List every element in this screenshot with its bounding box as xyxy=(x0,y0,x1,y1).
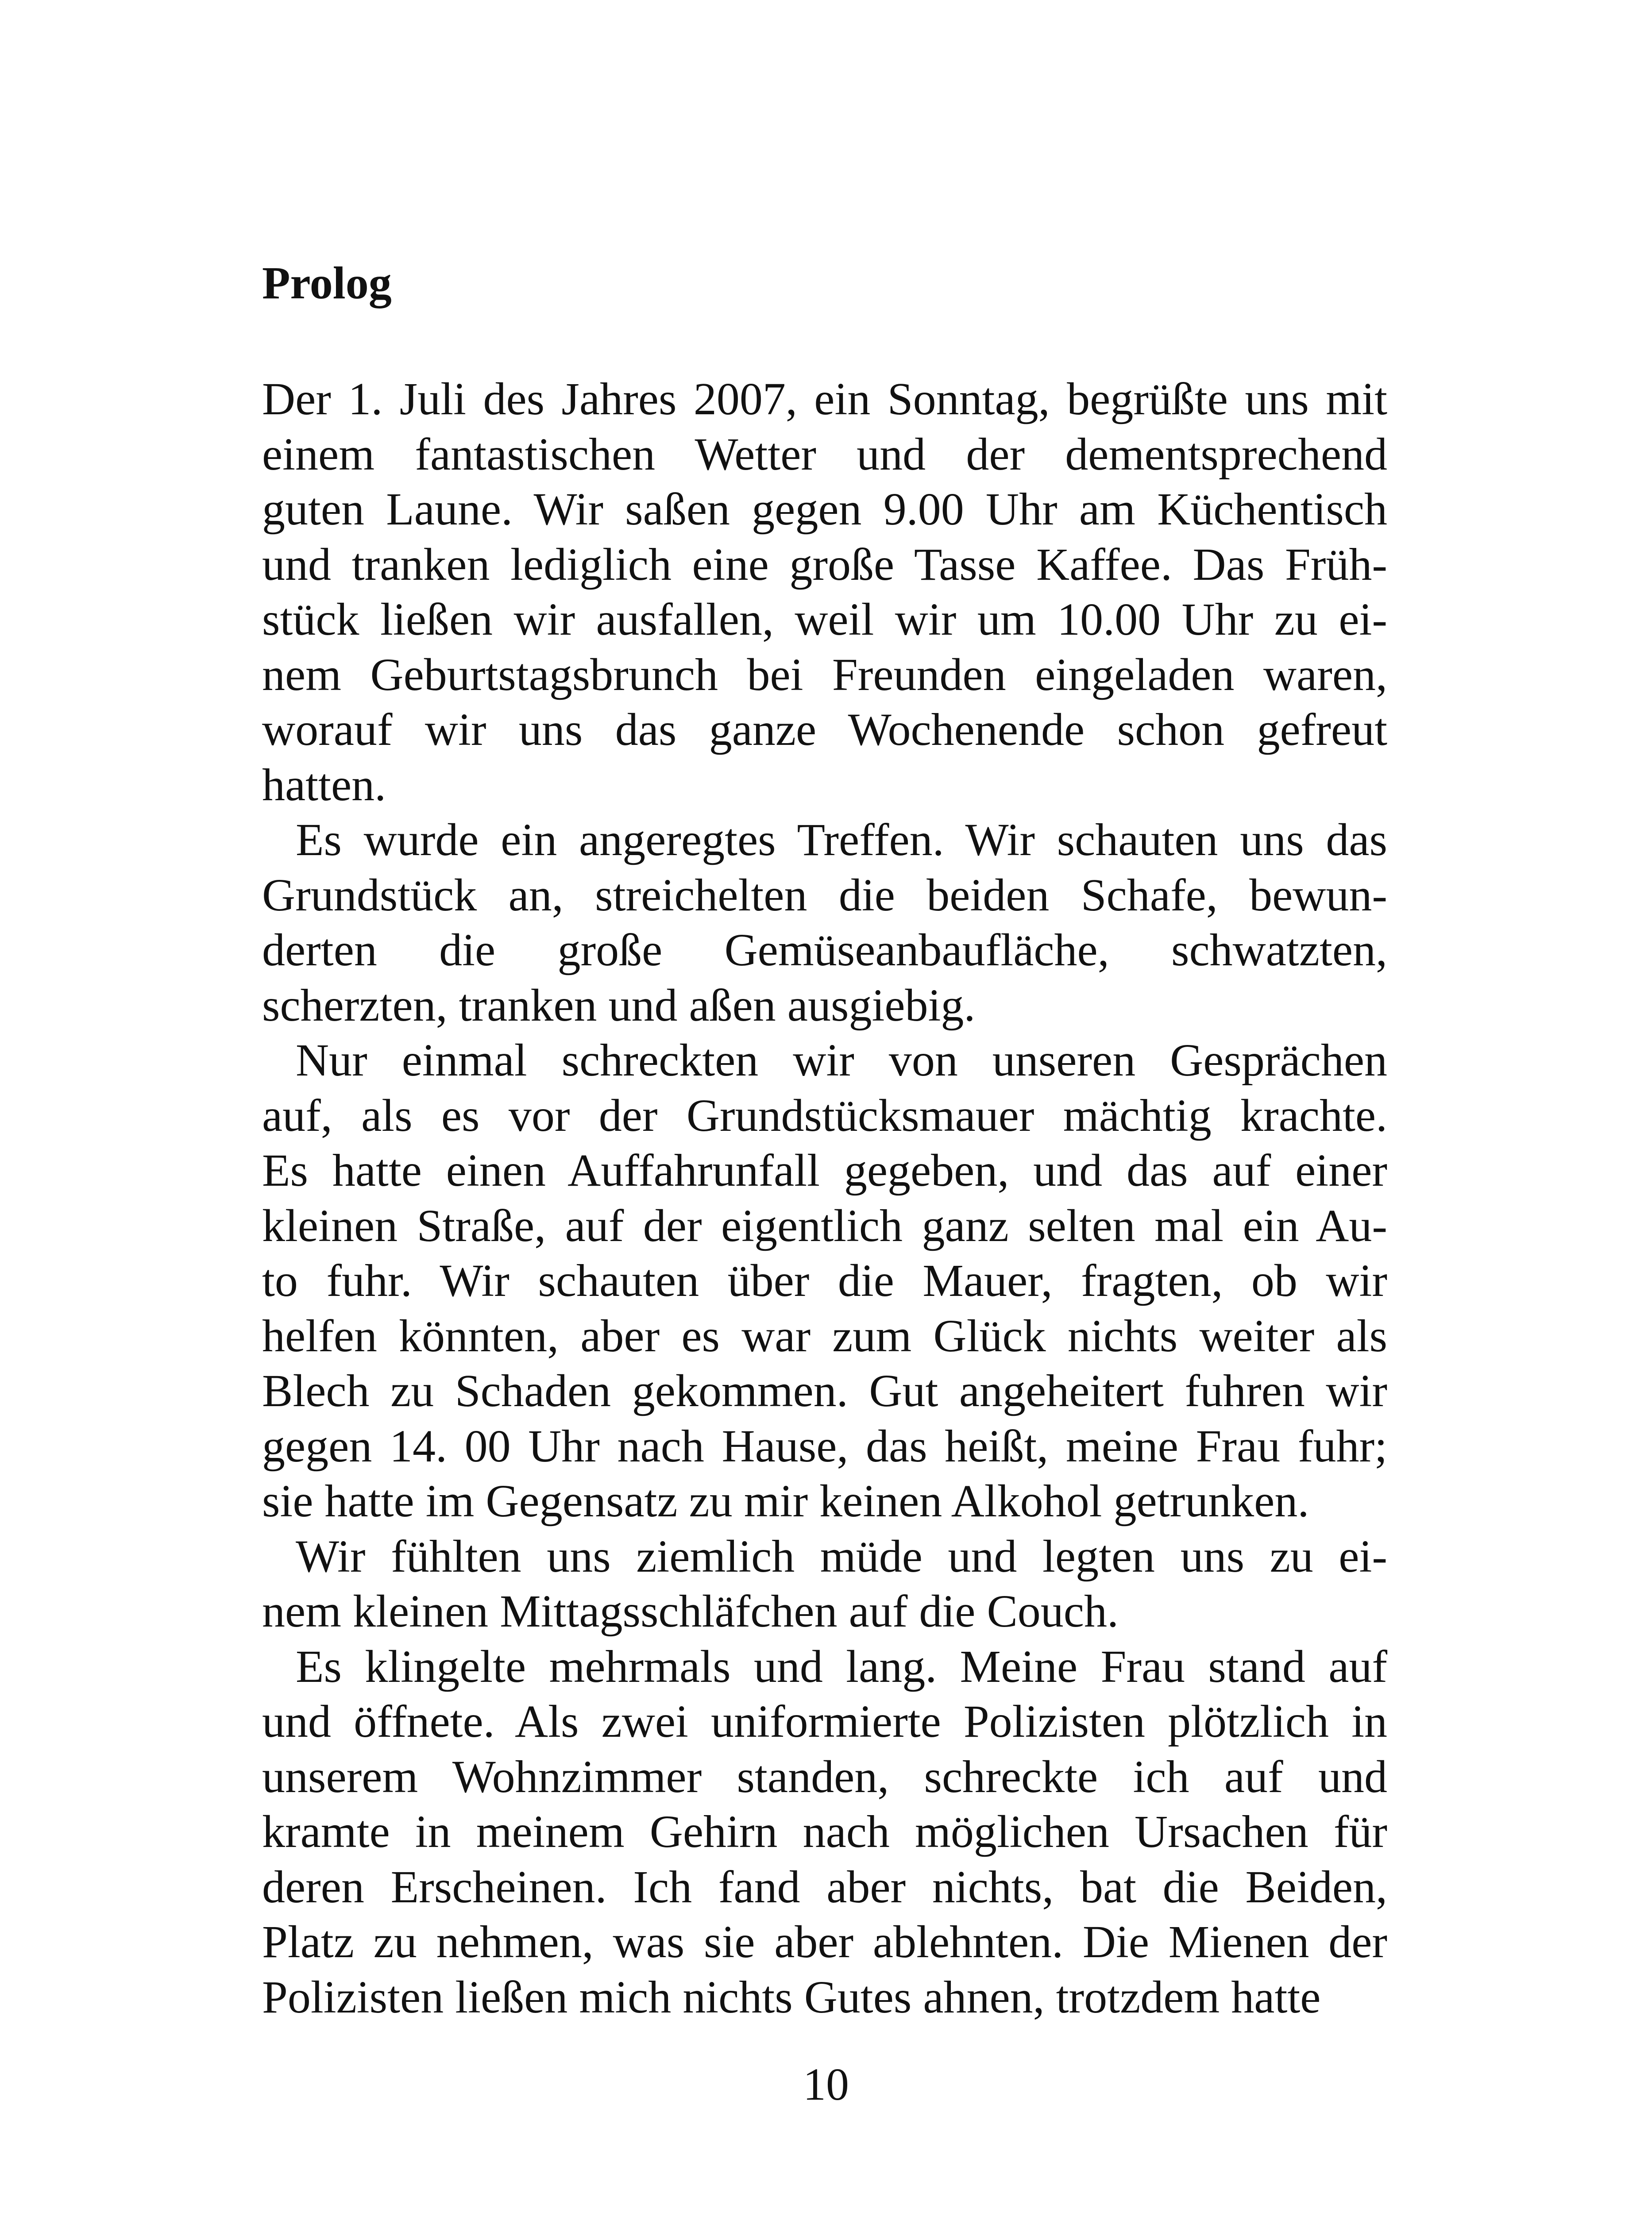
text-line: Es klingelte mehrmals und lang. Meine Frau stand auf xyxy=(296,1641,1387,1692)
text-line: Es wurde ein angeregtes Treffen. Wir schauten uns das xyxy=(296,814,1387,865)
text-line: Der 1. Juli des Jahres 2007, ein Sonntag, begrüßte uns mit xyxy=(262,374,1387,424)
text-line: Es hatte einen Auffahrunfall gegeben, und das auf einer xyxy=(262,1145,1387,1196)
text-line: Grundstück an, streichelten die beiden Schafe, bewun- xyxy=(262,869,1387,921)
text-line: nem Geburtstagsbrunch bei Freunden eingeladen waren, xyxy=(262,649,1387,700)
text-line: guten Laune. Wir saßen gegen 9.00 Uhr am Küchentisch xyxy=(262,484,1387,535)
paragraph xyxy=(262,1529,1387,1639)
text-line: kramte in meinem Gehirn nach möglichen Ursachen für xyxy=(262,1806,1387,1857)
text-line: derten die große Gemüseanbaufläche, schwatzten, xyxy=(262,925,1387,975)
text-line: sie hatte im Gegensatz zu mir keinen Alkohol getrunken. xyxy=(262,1476,1309,1527)
text-line: scherzten, tranken und aßen ausgiebig. xyxy=(262,979,976,1031)
text-line: hatten. xyxy=(262,759,386,810)
text-line: to fuhr. Wir schauten über die Mauer, fragten, ob wir xyxy=(262,1255,1387,1306)
text-line: und tranken lediglich eine große Tasse Kaffee. Das Früh- xyxy=(262,539,1387,590)
paragraph xyxy=(262,813,1387,1033)
text-line: Wir fühlten uns ziemlich müde und legten uns zu ei- xyxy=(296,1531,1387,1582)
text-line: kleinen Straße, auf der eigentlich ganz selten mal ein Au- xyxy=(262,1200,1387,1251)
text-line: stück ließen wir ausfallen, weil wir um 10.00 Uhr zu ei- xyxy=(262,594,1387,645)
text-line: Blech zu Schaden gekommen. Gut angeheitert fuhren wir xyxy=(262,1365,1387,1416)
text-line: auf, als es vor der Grundstücksmauer mächtig krachte. xyxy=(262,1090,1387,1141)
body-text xyxy=(262,372,1387,2025)
paragraph xyxy=(262,1639,1387,2025)
text-line: Platz zu nehmen, was sie aber ablehnten. Die Mienen der xyxy=(262,1916,1387,1967)
text-line: Polizisten ließen mich nichts Gutes ahnen, trotzdem hatte xyxy=(262,1971,1321,2023)
text-line: worauf wir uns das ganze Wochenende schon gefreut xyxy=(262,704,1387,755)
text-line: unserem Wohnzimmer standen, schreckte ich auf und xyxy=(262,1751,1387,1802)
paragraph xyxy=(262,1033,1387,1529)
text-line: helfen könnten, aber es war zum Glück nichts weiter als xyxy=(262,1310,1387,1361)
text-line: Nur einmal schreckten wir von unseren Gesprächen xyxy=(296,1035,1387,1086)
paragraph xyxy=(262,372,1387,813)
chapter-heading: Prolog xyxy=(262,258,392,308)
text-line: und öffnete. Als zwei uniformierte Polizisten plötzlich in xyxy=(262,1696,1387,1747)
text-line: deren Erscheinen. Ich fand aber nichts, bat die Beiden, xyxy=(262,1861,1387,1912)
text-line: gegen 14. 00 Uhr nach Hause, das heißt, meine Frau fuhr; xyxy=(262,1420,1387,1472)
text-line: nem kleinen Mittagsschläfchen auf die Couch. xyxy=(262,1586,1119,1637)
page-number: 10 xyxy=(803,2059,849,2110)
text-line: einem fantastischen Wetter und der dementsprechend xyxy=(262,428,1387,480)
